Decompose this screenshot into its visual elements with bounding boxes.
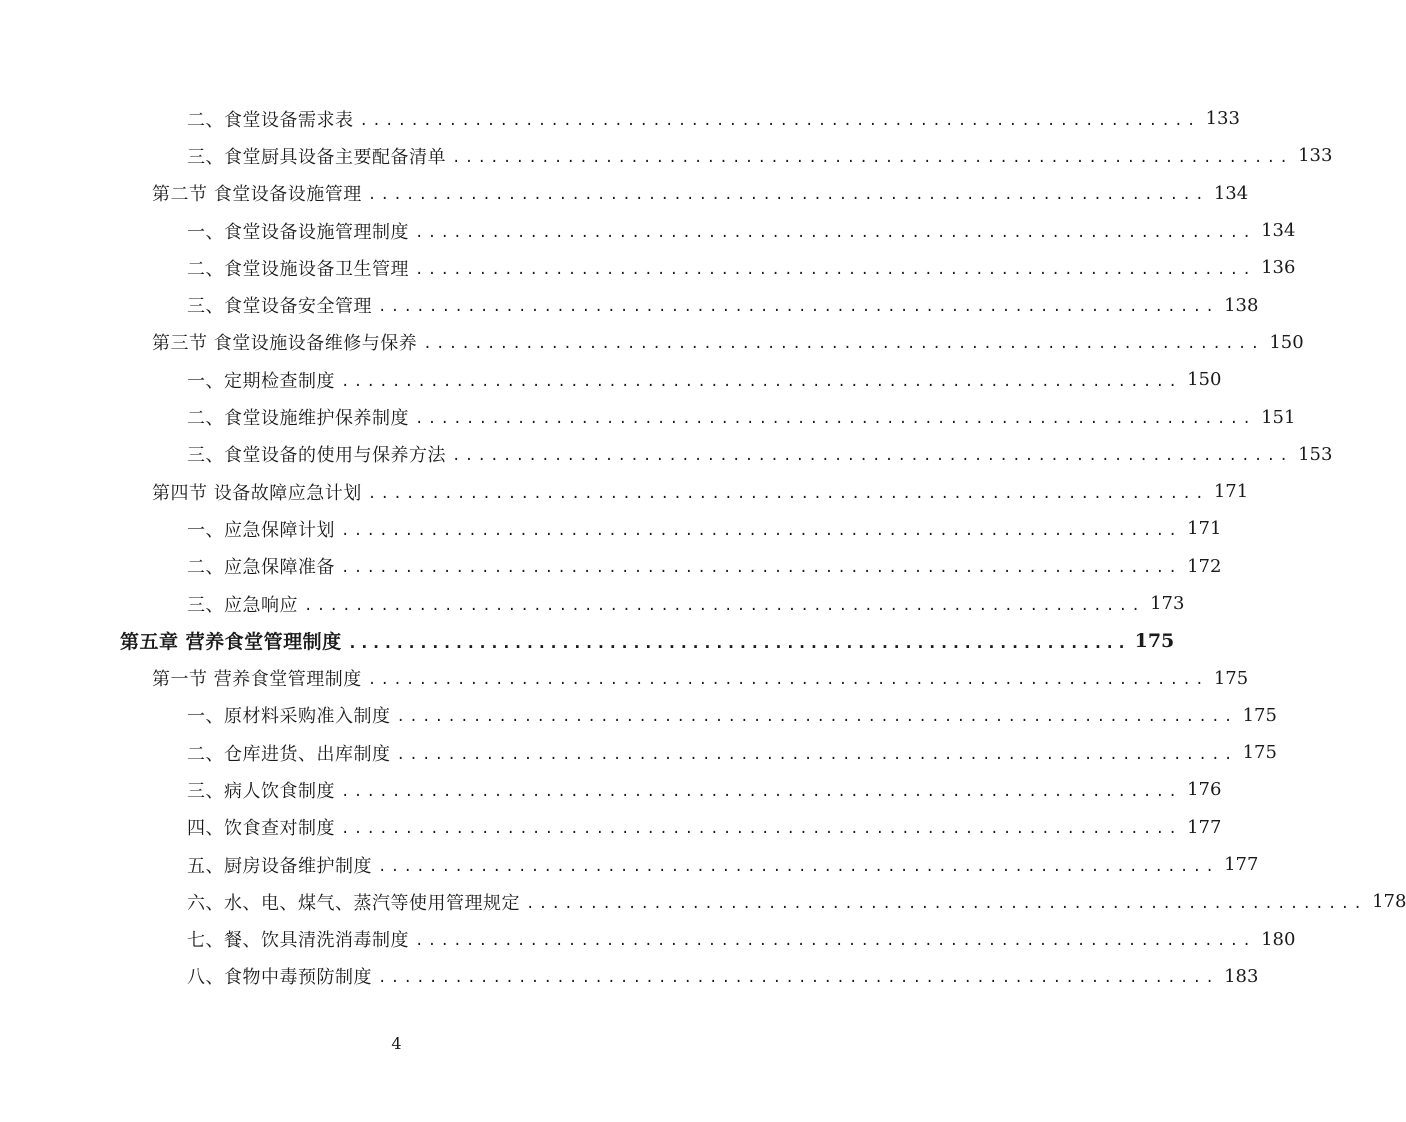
toc-entry-page: 180 <box>1261 928 1296 950</box>
toc-entry-title: 六、水、电、煤气、蒸汽等使用管理规定 <box>187 892 520 914</box>
toc-leader-dots: .................................................................. <box>415 933 1256 950</box>
toc-leader-dots: .................................................................. <box>367 187 1208 204</box>
toc-entry[interactable] <box>0 398 1296 435</box>
toc-leader-dots: .................................................................. <box>378 299 1219 316</box>
toc-entry[interactable] <box>0 324 1304 361</box>
toc-entry-page: 173 <box>1150 593 1185 614</box>
toc-entry-page: 178 <box>1372 891 1406 913</box>
toc-entry-title: 三、食堂设备的使用与保养方法 <box>187 445 446 467</box>
toc-entry-title: 第五章 营养食堂管理制度 <box>120 631 342 654</box>
toc-leader-dots: .................................................................. <box>341 821 1182 838</box>
toc-leader-dots: .................................................................. <box>347 633 1129 653</box>
toc-leader-dots: .................................................................. <box>452 448 1293 465</box>
toc-entry-page: 151 <box>1261 406 1296 428</box>
toc-entry-page: 138 <box>1224 294 1259 316</box>
toc-entry[interactable] <box>0 212 1296 249</box>
toc-leader-dots: .................................................................. <box>304 597 1145 614</box>
toc-leader-dots: .................................................................. <box>423 336 1264 353</box>
toc-entry-title: 第一节 营养食堂管理制度 <box>152 669 362 691</box>
toc-entry-page: 153 <box>1298 443 1333 465</box>
toc-entry-page: 183 <box>1224 965 1259 987</box>
toc-leader-dots: .................................................................. <box>415 224 1256 241</box>
toc-chapter-entry[interactable] <box>0 622 1175 659</box>
toc-entry[interactable] <box>0 958 1259 995</box>
toc-leader-dots: .................................................................. <box>526 895 1367 912</box>
toc-entry[interactable] <box>0 249 1296 286</box>
toc-entry-page: 177 <box>1187 816 1222 838</box>
toc-entry-page: 134 <box>1261 220 1296 242</box>
toc-entry[interactable] <box>0 846 1259 883</box>
toc-leader-dots: .................................................................. <box>341 522 1182 539</box>
toc-leader-dots: .................................................................. <box>359 112 1200 129</box>
toc-entry-page: 171 <box>1213 481 1249 503</box>
toc-entry[interactable] <box>0 436 1333 473</box>
toc-entry-title: 二、应急保障准备 <box>187 557 335 579</box>
toc-leader-dots: .................................................................. <box>367 485 1208 502</box>
toc-entry[interactable] <box>0 361 1222 398</box>
toc-entry-page: 176 <box>1187 779 1222 801</box>
toc-entry-title: 一、应急保障计划 <box>187 519 335 541</box>
toc-entry[interactable] <box>0 548 1222 585</box>
toc-entry[interactable] <box>0 137 1333 174</box>
page-number: 4 <box>391 1034 402 1053</box>
toc-leader-dots: .................................................................. <box>341 373 1182 390</box>
toc-entry-page: 177 <box>1224 854 1259 876</box>
toc-entry-page: 172 <box>1187 555 1222 577</box>
toc-entry-title: 三、应急响应 <box>187 594 298 616</box>
toc-entry-title: 三、食堂厨具设备主要配备清单 <box>187 146 446 168</box>
toc-entry[interactable] <box>0 286 1259 323</box>
toc-leader-dots: .................................................................. <box>341 560 1182 577</box>
toc-entry-page: 175 <box>1242 704 1277 726</box>
toc-entry-page: 134 <box>1213 182 1249 204</box>
table-of-contents <box>0 100 1406 995</box>
toc-entry[interactable] <box>0 921 1296 958</box>
toc-leader-dots: .................................................................. <box>452 149 1293 166</box>
toc-entry[interactable] <box>0 809 1222 846</box>
toc-entry[interactable] <box>0 697 1277 734</box>
toc-entry-page: 175 <box>1134 629 1175 652</box>
toc-leader-dots: .................................................................. <box>367 672 1208 689</box>
toc-entry-title: 二、仓库进货、出库制度 <box>187 743 391 765</box>
toc-entry-title: 二、食堂设施设备卫生管理 <box>187 258 409 280</box>
toc-entry-title: 第四节 设备故障应急计划 <box>152 482 362 504</box>
toc-leader-dots: .................................................................. <box>378 970 1219 987</box>
toc-entry[interactable] <box>0 100 1240 137</box>
toc-entry-title: 三、病人饮食制度 <box>187 780 335 802</box>
toc-entry-title: 五、厨房设备维护制度 <box>187 855 372 877</box>
toc-leader-dots: .................................................................. <box>396 746 1237 763</box>
toc-entry-page: 150 <box>1187 369 1222 391</box>
toc-entry-title: 二、食堂设施维护保养制度 <box>187 408 409 430</box>
toc-entry-page: 133 <box>1298 145 1333 167</box>
toc-entry-page: 175 <box>1242 742 1277 764</box>
toc-entry[interactable] <box>0 734 1277 771</box>
toc-entry[interactable] <box>0 175 1249 212</box>
toc-entry-title: 第三节 食堂设施设备维修与保养 <box>152 333 418 355</box>
toc-entry-page: 171 <box>1187 518 1222 540</box>
toc-entry-title: 第二节 食堂设备设施管理 <box>152 184 362 206</box>
toc-entry-page: 175 <box>1213 667 1249 689</box>
toc-entry-title: 一、食堂设备设施管理制度 <box>187 221 409 243</box>
toc-entry-title: 四、饮食查对制度 <box>187 818 335 840</box>
toc-entry-title: 八、食物中毒预防制度 <box>187 967 372 989</box>
toc-entry[interactable] <box>0 883 1406 920</box>
toc-leader-dots: .................................................................. <box>415 261 1256 278</box>
toc-entry-page: 150 <box>1269 331 1304 353</box>
toc-entry[interactable] <box>0 771 1222 808</box>
toc-entry-title: 二、食堂设备需求表 <box>187 109 354 131</box>
toc-entry[interactable] <box>0 659 1249 696</box>
toc-entry[interactable] <box>0 585 1185 622</box>
toc-leader-dots: .................................................................. <box>378 858 1219 875</box>
toc-entry-title: 一、定期检查制度 <box>187 370 335 392</box>
toc-entry-page: 136 <box>1261 257 1296 279</box>
toc-entry[interactable] <box>0 510 1222 547</box>
toc-entry-title: 三、食堂设备安全管理 <box>187 296 372 318</box>
toc-entry-title: 七、餐、饮具清洗消毒制度 <box>187 930 409 952</box>
toc-entry-title: 一、原材料采购准入制度 <box>187 706 391 728</box>
toc-entry[interactable] <box>0 473 1249 510</box>
toc-leader-dots: .................................................................. <box>396 709 1237 726</box>
toc-entry-page: 133 <box>1205 108 1240 130</box>
toc-leader-dots: .................................................................. <box>415 411 1256 428</box>
toc-leader-dots: .................................................................. <box>341 783 1182 800</box>
